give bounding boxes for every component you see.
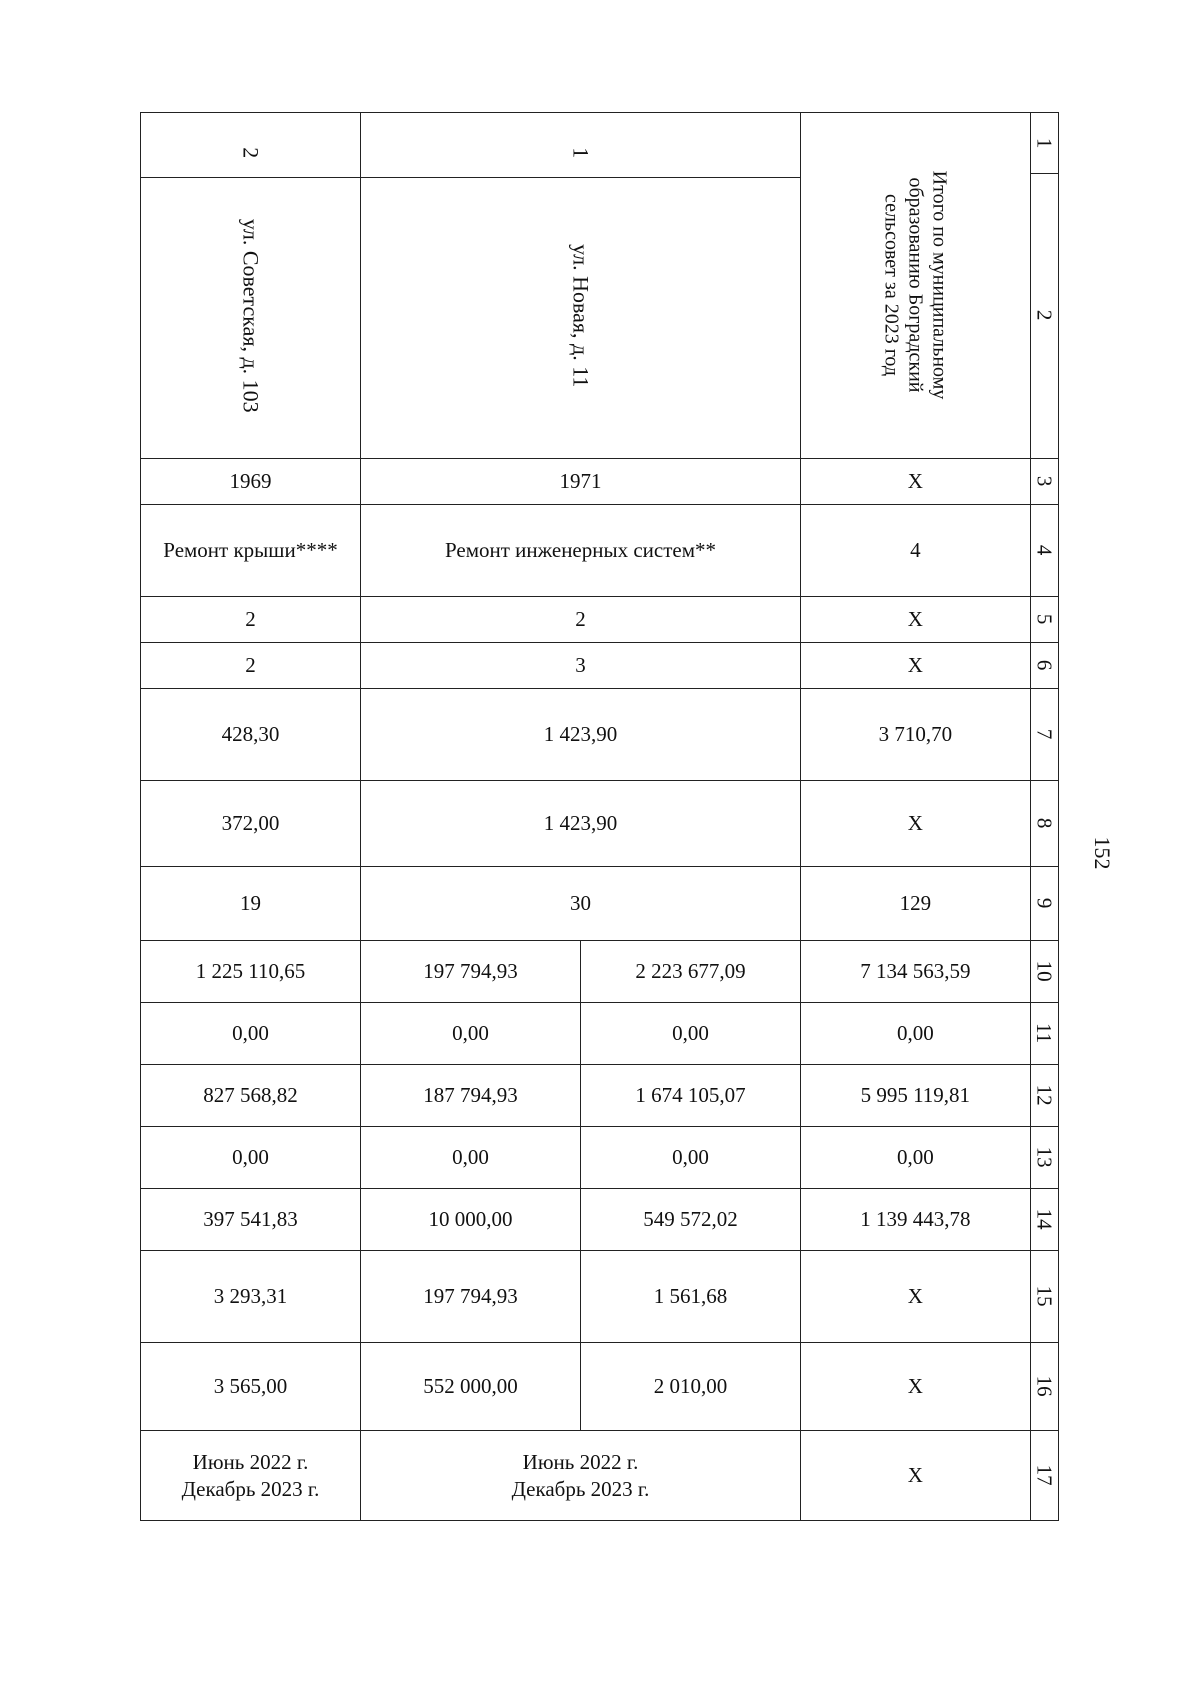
total-c16: X [801,1343,1031,1431]
house2-c8: 372,00 [141,781,361,867]
table-row: 397 541,83 10 000,00 549 572,02 1 139 443,78 14 [141,1189,1059,1251]
house2-c7: 428,30 [141,689,361,781]
house2-c10: 1 225 110,65 [141,941,361,1003]
house1-address-cell [361,113,801,459]
house2-year: 1969 [141,459,361,505]
house1-c12-a: 187 794,93 [361,1065,581,1127]
total-c5: X [801,597,1031,643]
house1-c11-a: 0,00 [361,1003,581,1065]
house1-year: 1971 [361,459,801,505]
table-row: 0,00 0,00 0,00 0,00 11 [141,1003,1059,1065]
house1-c16-b: 2 010,00 [581,1343,801,1431]
total-label: Итого по муниципальному образованию Боградский сельсовет за 2023 год [880,171,951,400]
house1-c10-b: 2 223 677,09 [581,941,801,1003]
house2-c12: 827 568,82 [141,1065,361,1127]
total-c10: 7 134 563,59 [801,941,1031,1003]
table-row: 1 225 110,65 197 794,93 2 223 677,09 7 134 563,59 10 [141,941,1059,1003]
table-row: Ремонт крыши**** Ремонт инженерных систем** 4 4 [141,505,1059,597]
repair-program-table [140,112,1059,1521]
table-row: 2 2 X 5 [141,597,1059,643]
house1-c6: 3 [361,643,801,689]
table-row: 3 565,00 552 000,00 2 010,00 X 16 [141,1343,1059,1431]
house1-c12-b: 1 674 105,07 [581,1065,801,1127]
house2-c9: 19 [141,867,361,941]
total-c7: 3 710,70 [801,689,1031,781]
house1-c9: 30 [361,867,801,941]
table-row: 3 293,31 197 794,93 1 561,68 X 15 [141,1251,1059,1343]
house2-c14: 397 541,83 [141,1189,361,1251]
total-c14: 1 139 443,78 [801,1189,1031,1251]
house1-c14-a: 10 000,00 [361,1189,581,1251]
house2-c17: Июнь 2022 г. Декабрь 2023 г. [141,1431,361,1521]
total-c12: 5 995 119,81 [801,1065,1031,1127]
house1-c13-b: 0,00 [581,1127,801,1189]
total-c6: X [801,643,1031,689]
total-c11: 0,00 [801,1003,1031,1065]
house1-c16-a: 552 000,00 [361,1343,581,1431]
house2-c5: 2 [141,597,361,643]
house1-c10-a: 197 794,93 [361,941,581,1003]
house2-c11: 0,00 [141,1003,361,1065]
table-row: 2 3 X 6 [141,643,1059,689]
house2-work: Ремонт крыши**** [141,505,361,597]
table-row: Июнь 2022 г. Декабрь 2023 г. Июнь 2022 г. Декабрь 2023 г. X 17 [141,1431,1059,1521]
house2-address: ул. Советская, д. 103 [238,218,264,413]
total-c17: X [801,1431,1031,1521]
table-row [141,113,1059,459]
house2-c16: 3 565,00 [141,1343,361,1431]
house2-address-cell [141,113,361,459]
total-c3: X [801,459,1031,505]
table-row: 428,30 1 423,90 3 710,70 7 [141,689,1059,781]
house1-c15-b: 1 561,68 [581,1251,801,1343]
house1-c7: 1 423,90 [361,689,801,781]
total-c8: X [801,781,1031,867]
column-number-1-2: 1 2 [1030,113,1058,459]
total-c9: 129 [801,867,1031,941]
house1-c8: 1 423,90 [361,781,801,867]
house2-c6: 2 [141,643,361,689]
house1-c13-a: 0,00 [361,1127,581,1189]
table-row: 1969 1971 X 3 [141,459,1059,505]
house1-work: Ремонт инженерных систем** [361,505,801,597]
table-row: 827 568,82 187 794,93 1 674 105,07 5 995 119,81 12 [141,1065,1059,1127]
house2-c15: 3 293,31 [141,1251,361,1343]
house1-c5: 2 [361,597,801,643]
house2-number: 2 [238,147,264,159]
total-c15: X [801,1251,1031,1343]
total-c4: 4 [801,505,1031,597]
table-row: 0,00 0,00 0,00 0,00 13 [141,1127,1059,1189]
house1-c17: Июнь 2022 г. Декабрь 2023 г. [361,1431,801,1521]
table-row: 19 30 129 9 [141,867,1059,941]
house1-number: 1 [568,147,594,159]
house1-c11-b: 0,00 [581,1003,801,1065]
page-number: 152 [1090,836,1115,870]
total-c13: 0,00 [801,1127,1031,1189]
house2-c13: 0,00 [141,1127,361,1189]
house1-c15-a: 197 794,93 [361,1251,581,1343]
house1-c14-b: 549 572,02 [581,1189,801,1251]
house1-address: ул. Новая, д. 11 [568,243,594,388]
table-row: 372,00 1 423,90 X 8 [141,781,1059,867]
total-label-cell [801,113,1031,459]
